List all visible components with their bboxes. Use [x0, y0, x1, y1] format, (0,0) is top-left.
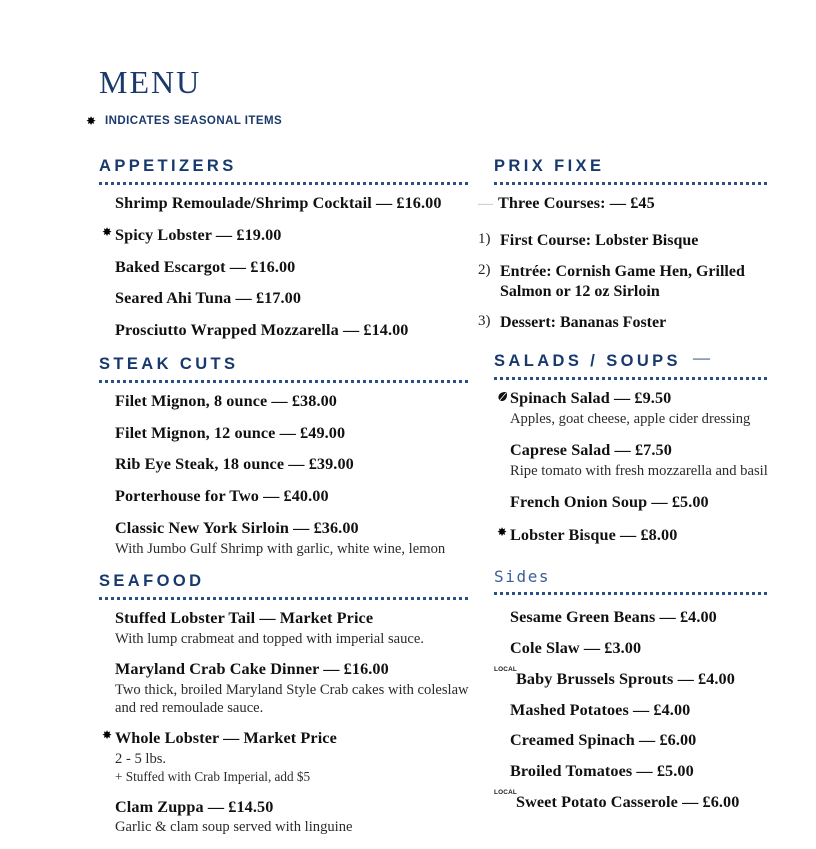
- masthead: [85, 53, 746, 128]
- item-name: Shrimp Remoulade/Shrimp Cocktail — £16.00: [115, 194, 442, 212]
- course-number: 2): [478, 261, 491, 278]
- section-prix-fixe: [478, 157, 769, 333]
- item-description: Ripe tomato with fresh mozzarella and basil: [510, 462, 768, 479]
- section-header: [99, 157, 471, 176]
- item-description: With lump crabmeat and topped with imperial sauce.: [115, 630, 425, 647]
- section-steak-cuts: [99, 355, 471, 558]
- item-description: Garlic & clam soup served with linguine: [115, 819, 353, 836]
- section-title: SALADS / SOUPS: [494, 351, 681, 370]
- item-name: Sesame Green Beans — £4.00: [510, 608, 717, 627]
- item-name: Filet Mignon, 12 ounce — £49.00: [115, 423, 346, 442]
- menu-item[interactable]: [99, 194, 471, 214]
- section-header: [494, 567, 769, 586]
- section-body: [99, 383, 471, 558]
- menu-item[interactable]: [99, 258, 471, 278]
- item-name: Clam Zuppa — £14.50: [115, 797, 274, 816]
- section-body: [494, 380, 769, 546]
- item-name: Prosciutto Wrapped Mozzarella — £14.00: [115, 321, 409, 340]
- menu-item[interactable]: [494, 788, 769, 813]
- menu-item[interactable]: [99, 798, 471, 837]
- menu-item[interactable]: [494, 665, 769, 690]
- local-badge: LOCAL: [494, 788, 518, 796]
- seasonal-star-icon: ✸: [85, 114, 97, 128]
- section-title: APPETIZERS: [99, 157, 237, 175]
- item-name: Maryland Crab Cake Dinner — £16.00: [115, 659, 389, 678]
- menu-item[interactable]: [99, 455, 471, 475]
- course-text: Dessert: Bananas Foster: [500, 313, 667, 331]
- menu-item[interactable]: [99, 519, 471, 558]
- item-name: Mashed Potatoes — £4.00: [510, 700, 691, 719]
- right-column: [478, 157, 769, 849]
- item-name: Caprese Salad — £7.50: [510, 440, 672, 459]
- seasonal-star-icon: ✸: [496, 524, 508, 539]
- section-header: [99, 572, 471, 591]
- course-number: 1): [478, 230, 491, 247]
- seasonal-legend-label: INDICATES SEASONAL ITEMS: [105, 115, 283, 127]
- item-name: Baked Escargot — £16.00: [115, 257, 296, 276]
- page-title: menu: [99, 53, 202, 103]
- section-salads-soups: [494, 347, 769, 546]
- course-text: Entrée: Cornish Game Hen, Grilled Salmon or 12 oz Sirloin: [500, 262, 745, 300]
- prix-fixe-course: [478, 312, 769, 333]
- menu-item[interactable]: [494, 762, 769, 782]
- item-name: Spinach Salad — £9.50: [510, 388, 672, 407]
- course-text: First Course: Lobster Bisque: [500, 231, 699, 249]
- item-name: Creamed Spinach — £6.00: [510, 731, 697, 750]
- course-number: 3): [478, 312, 491, 329]
- section-sides: [494, 567, 769, 812]
- lead-dash: —: [478, 196, 493, 212]
- seasonal-legend: [83, 115, 746, 127]
- menu-item[interactable]: [494, 608, 769, 628]
- section-title: PRIX FIXE: [494, 157, 605, 175]
- menu-item[interactable]: [494, 731, 769, 751]
- item-name: Spicy Lobster — £19.00: [115, 225, 282, 244]
- section-title: SEAFOOD: [99, 571, 205, 590]
- menu-item[interactable]: [99, 424, 471, 444]
- item-name: French Onion Soup — £5.00: [510, 492, 709, 511]
- menu-item[interactable]: [494, 493, 769, 513]
- menu-columns: [99, 157, 768, 849]
- item-name: Baby Brussels Sprouts — £4.00: [516, 669, 735, 688]
- header-trailing-dash: —: [692, 347, 710, 367]
- menu-item[interactable]: [99, 609, 471, 648]
- menu-item[interactable]: [99, 729, 471, 786]
- seasonal-star-icon: ✸: [101, 224, 113, 239]
- menu-item[interactable]: [99, 487, 471, 507]
- menu-item[interactable]: [494, 389, 769, 428]
- menu-item[interactable]: [99, 660, 471, 717]
- item-name: Stuffed Lobster Tail — Market Price: [115, 608, 374, 627]
- item-description-addon: + Stuffed with Crab Imperial, add $5: [115, 769, 311, 785]
- prix-fixe-lead: [478, 194, 769, 214]
- menu-item[interactable]: [494, 639, 769, 659]
- menu-item[interactable]: [99, 289, 471, 309]
- item-name: Porterhouse for Two — £40.00: [115, 487, 329, 506]
- prix-fixe-price: Three Courses: — £45: [498, 194, 655, 212]
- item-description: Two thick, broiled Maryland Style Crab cakes with coleslaw and red remoulade sauce.: [115, 681, 469, 716]
- section-seafood: [99, 572, 471, 837]
- section-header: [99, 355, 471, 374]
- item-name: Filet Mignon, 8 ounce — £38.00: [115, 391, 337, 410]
- section-title: Sides: [494, 567, 551, 587]
- menu-item[interactable]: [494, 701, 769, 721]
- section-body: [478, 185, 769, 333]
- item-name: Lobster Bisque — £8.00: [510, 525, 678, 544]
- prix-fixe-course: [478, 261, 769, 302]
- seasonal-star-icon: ✸: [101, 728, 113, 743]
- item-name: Whole Lobster — Market Price: [115, 729, 337, 748]
- item-name: Seared Ahi Tuna — £17.00: [115, 289, 302, 308]
- menu-item[interactable]: [99, 321, 471, 341]
- item-description: With Jumbo Gulf Shrimp with garlic, white wine, lemon: [115, 540, 446, 557]
- section-body: [494, 595, 769, 812]
- prix-fixe-course: [478, 230, 769, 251]
- section-header: [494, 157, 769, 176]
- item-name: Broiled Tomatoes — £5.00: [510, 762, 694, 781]
- section-title: STEAK CUTS: [99, 354, 239, 373]
- section-body: [99, 600, 471, 837]
- section-appetizers: [99, 157, 471, 341]
- menu-item[interactable]: [99, 392, 471, 412]
- item-description: 2 - 5 lbs.: [115, 750, 167, 767]
- item-name: Sweet Potato Casserole — £6.00: [516, 792, 740, 811]
- local-badge: LOCAL: [494, 665, 518, 673]
- left-column: [99, 157, 471, 849]
- item-name: Cole Slaw — £3.00: [510, 639, 642, 658]
- item-name: Rib Eye Steak, 18 ounce — £39.00: [115, 455, 354, 474]
- section-header: [494, 347, 769, 371]
- item-description: Apples, goat cheese, apple cider dressing: [510, 410, 751, 427]
- menu-item[interactable]: [99, 226, 471, 246]
- item-name: Classic New York Sirloin — £36.00: [115, 518, 359, 537]
- menu-item[interactable]: [494, 441, 769, 480]
- menu-item[interactable]: [494, 526, 769, 546]
- leaf-icon: [494, 390, 510, 406]
- section-body: [99, 185, 471, 341]
